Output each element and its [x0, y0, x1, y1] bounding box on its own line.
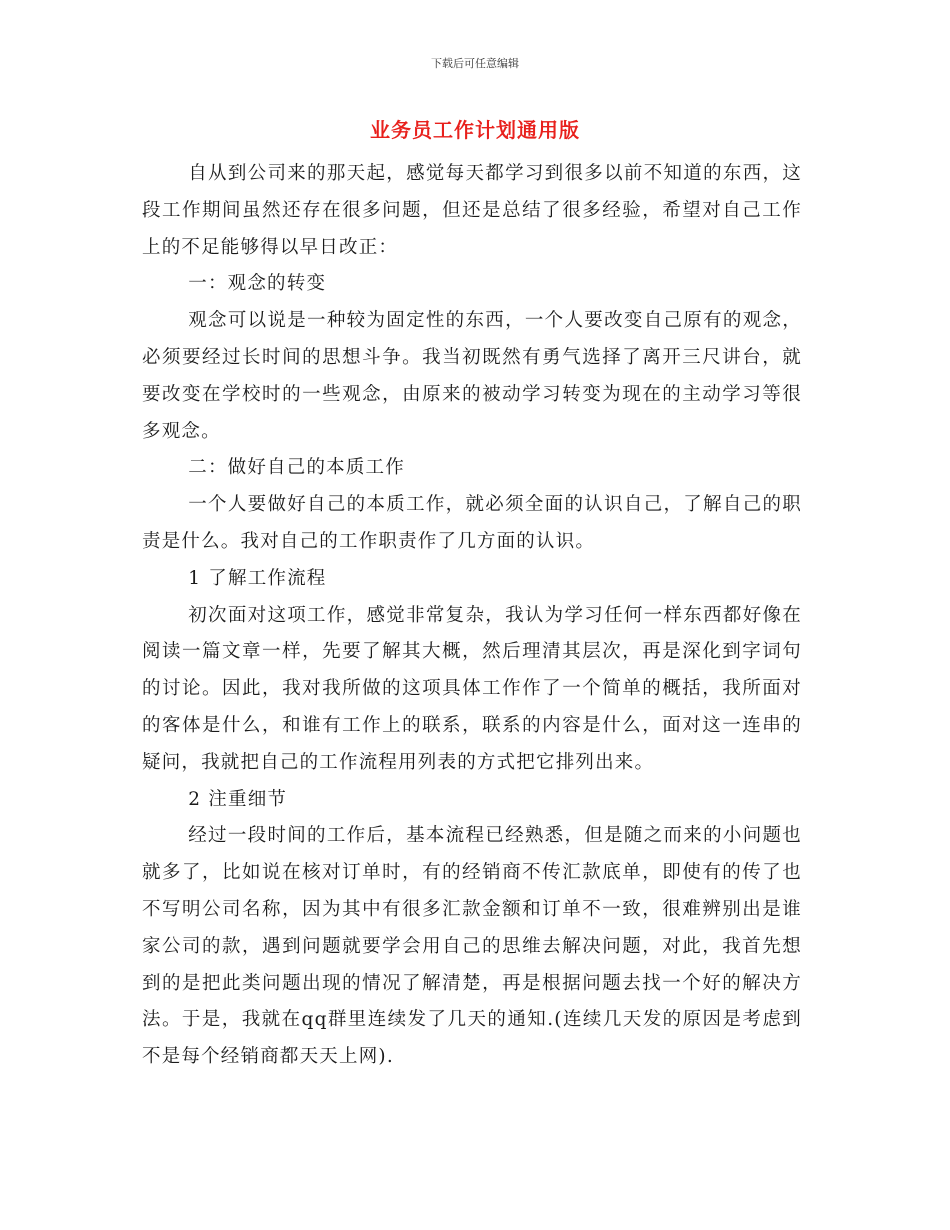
- paragraph-work: 一个人要做好自己的本质工作，就必须全面的认识自己，了解自己的职责是什么。我对自己的工作职责作了几方面的认识。: [142, 494, 802, 552]
- paragraph-details: 经过一段时间的工作后，基本流程已经熟悉，但是随之而来的小问题也就多了，比如说在核对订单时，有的经销商不传汇款底单，即使有的传了也不写明公司名称，因为其中有很多汇款金额和订单不一致，很难辨别出是谁家公司的款，遇到问题就要学会用自己的思维去解决问题，对此，我首先想到的是把此类问题出现的情况了解清楚，再是根据问题去找一个好的解决方法。于是，我就在qq群里连续发了几天的通知.(连续几天发的原因是考虑到不是每个经销商都天天上网).: [142, 825, 802, 1068]
- subsection-heading-details: 2 注重细节: [188, 788, 288, 810]
- section-heading-work: 二：做好自己的本质工作: [188, 457, 405, 479]
- subsection-heading-process: 1 了解工作流程: [188, 567, 327, 589]
- paragraph-intro: 自从到公司来的那天起，感觉每天都学习到很多以前不知道的东西，这段工作期间虽然还存在很多问题，但还是总结了很多经验，希望对自己工作上的不足能够得以早日改正：: [142, 163, 802, 258]
- header-note: 下载后可任意编辑: [431, 57, 519, 70]
- paragraph-process: 初次面对这项工作，感觉非常复杂，我认为学习任何一样东西都好像在阅读一篇文章一样，先要了解其大概，然后理清其层次，再是深化到字词句的讨论。因此，我对我所做的这项具体工作作了一个简单的概括，我所面对的客体是什么，和谁有工作上的联系，联系的内容是什么，面对这一连串的疑问，我就把自己的工作流程用列表的方式把它排列出来。: [142, 604, 802, 773]
- document-title: 业务员工作计划通用版: [370, 118, 580, 142]
- paragraph-concept: 观念可以说是一种较为固定性的东西，一个人要改变自己原有的观念，必须要经过长时间的思想斗争。我当初既然有勇气选择了离开三尺讲台，就要改变在学校时的一些观念，由原来的被动学习转变为现在的主动学习等很多观念。: [142, 310, 802, 442]
- section-heading-concept: 一：观念的转变: [188, 273, 327, 295]
- document-body: [142, 156, 802, 1076]
